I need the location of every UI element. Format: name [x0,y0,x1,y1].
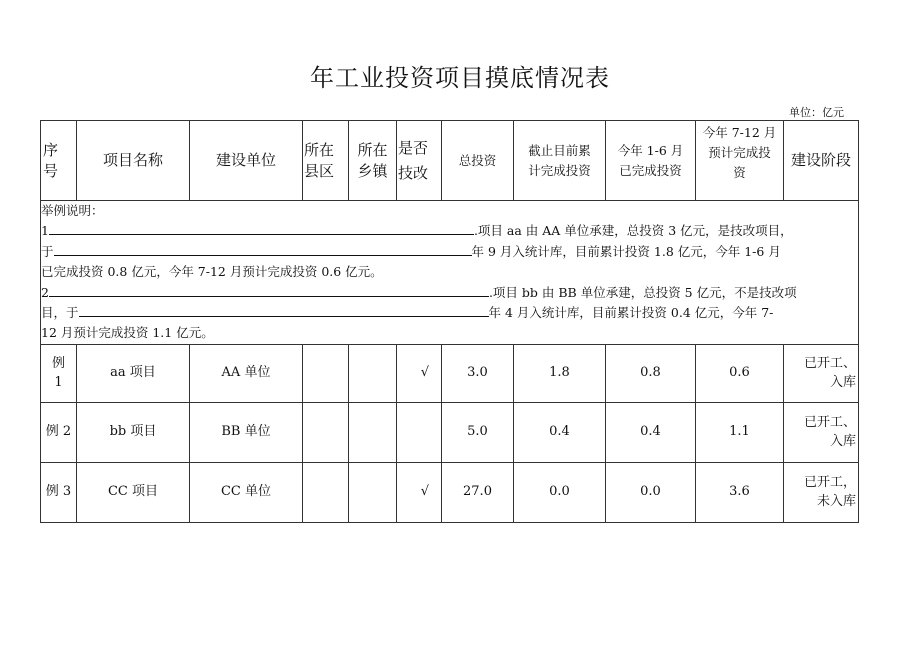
header-h2-planned: 今年 7-12 月 预计完成投 资 [696,121,784,201]
header-row [41,121,859,201]
table-row [41,344,859,402]
row-h1: 0.4 [606,402,696,462]
row-county [303,402,349,462]
row-total: 27.0 [442,462,514,522]
header-builder: 建设单位 [190,121,303,201]
row-h2: 3.6 [696,462,784,522]
row-stage: 已开工， 未入库 [784,462,859,522]
note-2-line-1: 2 .项目 bb 由 BB 单位承建，总投资 5 亿元，不是技改项 [41,284,797,300]
header-county: 所在 县区 [303,121,349,201]
row-stage: 已开工、 入库 [784,402,859,462]
header-h1-completed: 今年 1-6 月 已完成投资 [606,121,696,201]
row-builder: AA 单位 [190,344,303,402]
notes-row [41,201,859,345]
row-tech-reform: √ [397,462,442,522]
row-town [349,402,397,462]
header-tech-reform: 是否 技改 [397,121,442,201]
row-town [349,344,397,402]
row-cumulative: 1.8 [514,344,606,402]
header-total-investment: 总投资 [442,121,514,201]
note-1-line-1: 1 .项目 aa 由 AA 单位承建，总投资 3 亿元，是技改项目， [41,223,793,239]
row-project-name: CC 项目 [77,462,190,522]
row-h1: 0.0 [606,462,696,522]
row-builder: BB 单位 [190,402,303,462]
note-2-line-2: 目，于 年 4 月入统计库，目前累计投资 0.4 亿元，今年 7- [41,305,774,321]
row-stage: 已开工、 入库 [784,344,859,402]
note-1-line-2: 于 年 9 月入统计库，目前累计投资 1.8 亿元，今年 1-6 月 [41,243,781,259]
row-seq: 例 2 [41,402,77,462]
row-seq: 例 3 [41,462,77,522]
row-cumulative: 0.0 [514,462,606,522]
note-1-line-3: 已完成投资 0.8 亿元，今年 7-12 月预计完成投资 0.6 亿元。 [41,264,383,280]
header-cumulative: 截止目前累 计完成投资 [514,121,606,201]
example-notes [41,201,859,345]
row-county [303,462,349,522]
row-town [349,462,397,522]
row-builder: CC 单位 [190,462,303,522]
row-cumulative: 0.4 [514,402,606,462]
row-h2: 1.1 [696,402,784,462]
row-h2: 0.6 [696,344,784,402]
row-project-name: bb 项目 [77,402,190,462]
row-total: 3.0 [442,344,514,402]
row-seq: 例 1 [41,344,77,402]
row-tech-reform: √ [397,344,442,402]
row-county [303,344,349,402]
header-seq: 序 号 [41,121,77,201]
header-town: 所在 乡镇 [349,121,397,201]
table-row [41,402,859,462]
notes-title: 举例说明： [41,203,104,218]
header-project-name: 项目名称 [77,121,190,201]
investment-table [40,120,859,523]
page-title: 年工业投资项目摸底情况表 [310,64,610,92]
header-stage: 建设阶段 [784,121,859,201]
unit-label: 单位：亿元 [789,106,844,119]
row-h1: 0.8 [606,344,696,402]
note-2-line-3: 12 月预计完成投资 1.1 亿元。 [41,325,214,341]
row-project-name: aa 项目 [77,344,190,402]
row-tech-reform [397,402,442,462]
row-total: 5.0 [442,402,514,462]
table-row [41,462,859,522]
